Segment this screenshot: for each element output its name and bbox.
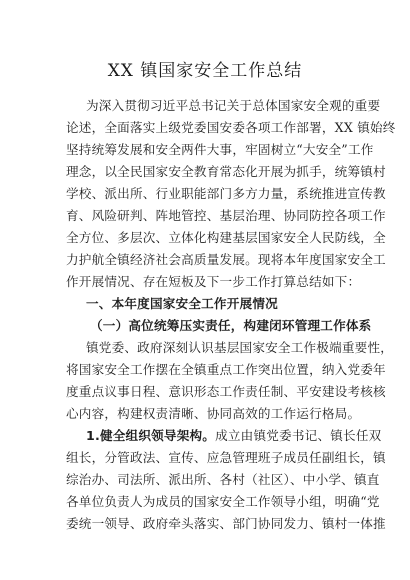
intro-line: 作开展情况、存在短板及下一步工作打算总结如下： [66, 274, 361, 289]
body-line: 镇党委、政府深刻认识基层国家安全工作极端重要性， [86, 340, 394, 355]
body-line: 综治办、司法所、派出所、各村（社区）、中小学、镇直 [66, 472, 380, 487]
intro-line: 理念，以全民国家安全教育常态化开展为抓手，统筹镇村 [66, 164, 386, 179]
body-line: 委统一领导、政府牵头落实、部门协同发力、镇村一体推 [66, 516, 386, 531]
intro-line: 论述，全面落实上级党委国安委各项工作部署，XX 镇始终 [66, 120, 396, 135]
intro-line: 学校、派出所、行业职能部门多方力量，系统推进宣传教 [66, 186, 386, 201]
item-line [86, 428, 382, 444]
body-line: 各单位负责人为成员的国家安全工作领导小组，明确“党 [66, 494, 380, 509]
intro-line: 为深入贯彻习近平总书记关于总体国家安全观的重要 [86, 98, 381, 113]
body-line: 将国家安全工作摆在全镇重点工作突出位置，纳入党委年 [66, 362, 386, 377]
intro-line: 全方位、多层次、立体化构建基层国家安全人民防线，全 [66, 230, 386, 245]
intro-line: 力护航全镇经济社会高质量发展。现将本年度国家安全工 [66, 252, 386, 267]
subsection-heading: （一）高位统筹压实责任，构建闭环管理工作体系 [90, 318, 372, 333]
body-line: 心内容，构建权责清晰、协同高效的工作运行格局。 [66, 406, 361, 421]
section-heading: 一、本年度国家安全工作开展情况 [86, 296, 278, 311]
intro-line: 育、风险研判、阵地管控、基层治理、协同防控各项工作 [66, 208, 386, 223]
intro-line: 坚持统筹发展和安全两件大事，牢固树立“大安全”工作 [66, 142, 374, 157]
document-title: XX 镇国家安全工作总结 [107, 61, 303, 81]
item-text: 成立由镇党委书记、镇长任双 [215, 428, 382, 443]
item-label: 1.健全组织领导架构。 [86, 428, 216, 443]
body-line: 度重点议事日程、意识形态工作责任制、平安建设考核核 [66, 384, 386, 399]
body-line: 组长，分管政法、宣传、应急管理班子成员任副组长，镇 [66, 450, 386, 465]
